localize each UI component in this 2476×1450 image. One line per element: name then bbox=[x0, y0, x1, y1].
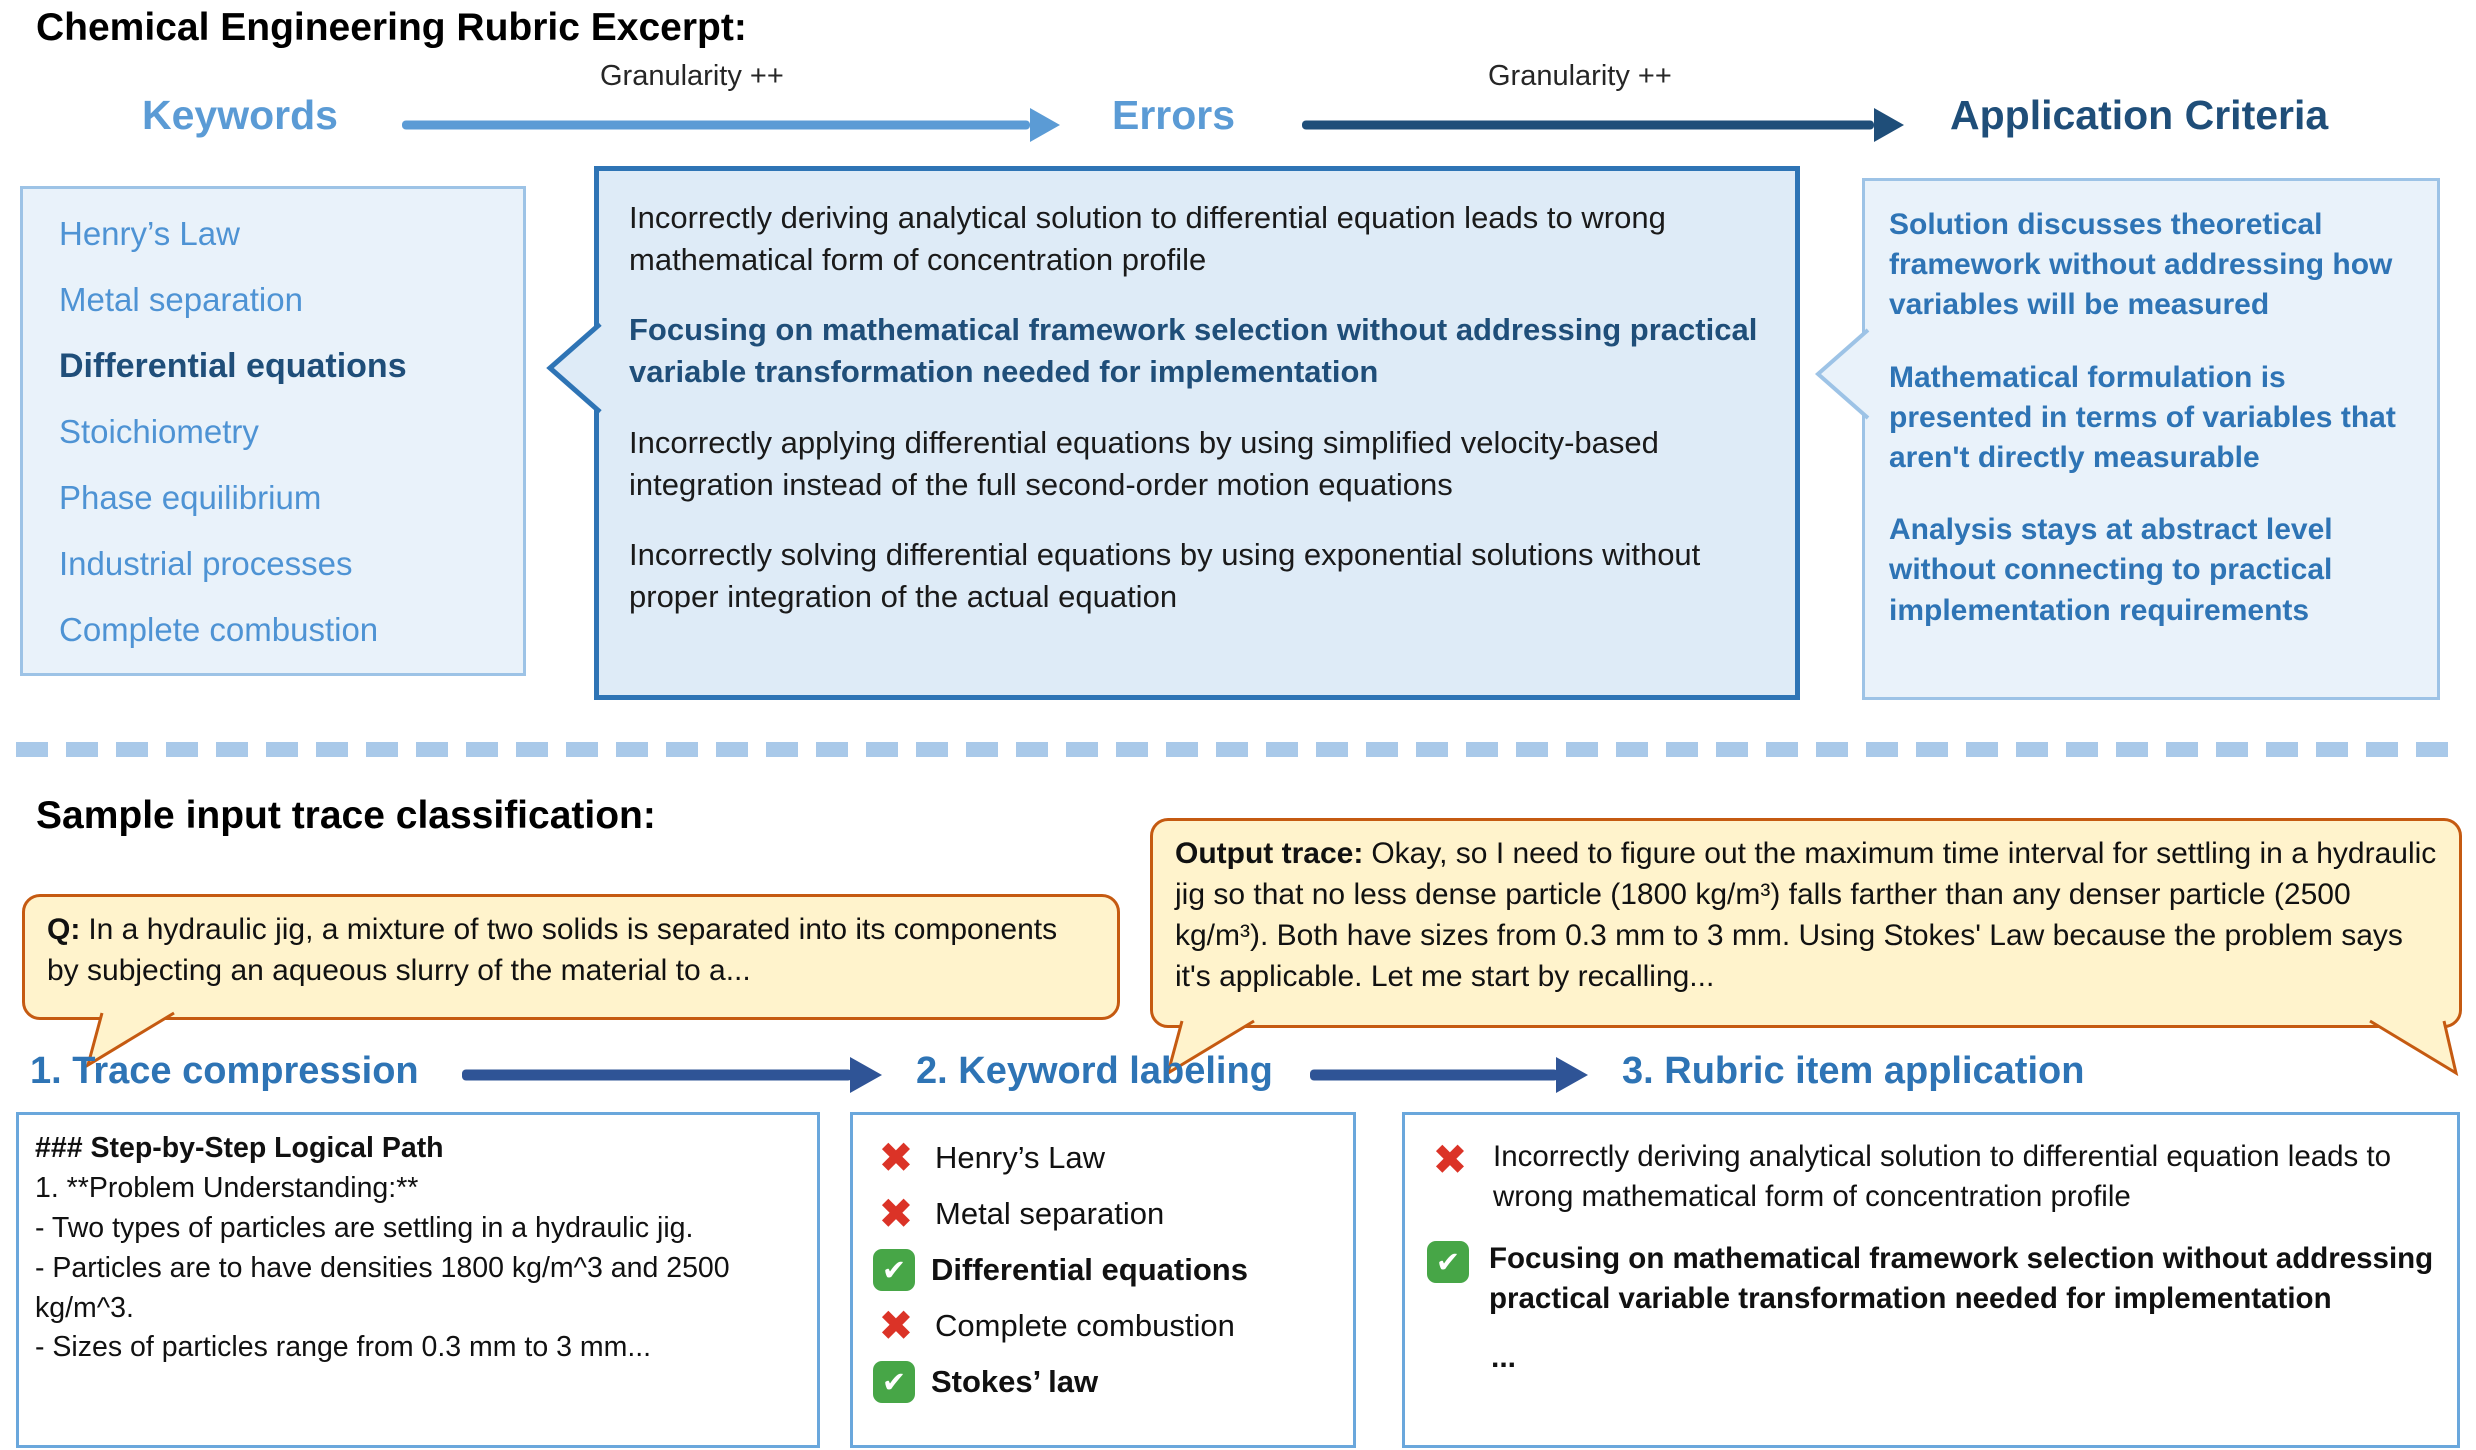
keyword-match-row bbox=[873, 1301, 1333, 1350]
application-criteria-panel bbox=[1862, 178, 2440, 700]
keyword-label: Henry’s Law bbox=[935, 1140, 1106, 1175]
error-item-highlighted: Focusing on mathematical framework selection without addressing practical variable transformation needed for implementation bbox=[629, 312, 1758, 390]
rubric-match-row bbox=[1427, 1239, 2435, 1319]
granularity-label-1: Granularity ++ bbox=[600, 60, 784, 92]
keyword-item-highlighted: Differential equations bbox=[59, 347, 407, 385]
arrow-head bbox=[1556, 1057, 1588, 1093]
cross-icon: ✖ bbox=[878, 1133, 914, 1182]
trace-line: - Particles are to have densities 1800 kg/m^3 and 2500 kg/m^3. bbox=[35, 1251, 730, 1324]
keywords-panel bbox=[20, 186, 526, 676]
check-icon: ✔ bbox=[873, 1249, 915, 1291]
output-trace-bubble bbox=[1150, 818, 2462, 1028]
trace-line: ### Step-by-Step Logical Path bbox=[35, 1132, 444, 1164]
question-label: Q: bbox=[47, 913, 81, 946]
granularity-arrow-2-icon bbox=[1302, 105, 1904, 145]
keyword-item: Stoichiometry bbox=[59, 413, 259, 450]
keywords-header: Keywords bbox=[142, 92, 338, 138]
arrow-shaft bbox=[1310, 1070, 1558, 1081]
arrow-head bbox=[850, 1057, 882, 1093]
rubric-match-row bbox=[1427, 1137, 2435, 1217]
criteria-callout-pointer-icon bbox=[1818, 330, 1868, 418]
step-arrow-2-icon bbox=[1310, 1054, 1588, 1096]
check-icon: ✔ bbox=[1427, 1241, 1469, 1283]
rubric-item-text: Focusing on mathematical framework selection without addressing practical variable transformation needed for implementation bbox=[1489, 1242, 2434, 1316]
cross-icon: ✖ bbox=[878, 1189, 914, 1238]
trace-line: 1. **Problem Understanding:** bbox=[35, 1171, 419, 1204]
keyword-label: Metal separation bbox=[935, 1196, 1165, 1231]
criteria-item: Solution discusses theoretical framework without addressing how variables will be measured bbox=[1889, 208, 2393, 322]
keyword-item: Phase equilibrium bbox=[59, 479, 322, 516]
output-bubble-tail-right-icon bbox=[2366, 1021, 2458, 1077]
step-header-keyword-labeling: 2. Keyword labeling bbox=[916, 1050, 1273, 1092]
dashed-divider bbox=[16, 742, 2460, 757]
classification-title: Sample input trace classification: bbox=[36, 794, 656, 837]
check-icon: ✔ bbox=[873, 1361, 915, 1403]
cross-icon: ✖ bbox=[878, 1301, 914, 1350]
error-item: Incorrectly applying differential equations by using simplified velocity-based integration instead of the full second-order motion equations bbox=[629, 424, 1659, 502]
errors-header: Errors bbox=[1112, 92, 1236, 138]
trace-line: - Sizes of particles range from 0.3 mm to 3 mm... bbox=[35, 1331, 652, 1364]
keyword-item: Henry’s Law bbox=[59, 215, 240, 252]
criteria-item: Analysis stays at abstract level without connecting to practical implementation requirements bbox=[1889, 513, 2333, 627]
rubric-title: Chemical Engineering Rubric Excerpt: bbox=[36, 6, 747, 49]
keyword-item: Industrial processes bbox=[59, 545, 353, 582]
keyword-item: Metal separation bbox=[59, 281, 303, 318]
keyword-label: Stokes’ law bbox=[931, 1364, 1099, 1399]
step-header-trace-compression: 1. Trace compression bbox=[30, 1050, 419, 1092]
keyword-match-row bbox=[873, 1249, 1333, 1291]
error-item: Incorrectly solving differential equations by using exponential solutions without proper integration of the actual equation bbox=[629, 536, 1701, 615]
keyword-labeling-panel bbox=[850, 1112, 1356, 1448]
arrow-shaft bbox=[402, 121, 1030, 130]
criteria-item: Mathematical formulation is presented in terms of variables that aren't directly measurable bbox=[1889, 360, 2396, 474]
granularity-arrow-1-icon bbox=[402, 105, 1060, 145]
arrow-head bbox=[1874, 108, 1904, 142]
granularity-label-2: Granularity ++ bbox=[1488, 60, 1672, 92]
rubric-application-panel bbox=[1402, 1112, 2460, 1448]
rubric-item-text: Incorrectly deriving analytical solution to differential equation leads to wrong mathematical form of concentration profile bbox=[1493, 1140, 2392, 1214]
keyword-item: Complete combustion bbox=[59, 611, 379, 648]
errors-callout-pointer-icon bbox=[550, 324, 600, 412]
cross-icon: ✖ bbox=[1432, 1135, 1468, 1184]
trace-compression-panel bbox=[16, 1112, 820, 1448]
arrow-head bbox=[1030, 108, 1060, 142]
keyword-label: Differential equations bbox=[931, 1252, 1248, 1287]
step-header-rubric-application: 3. Rubric item application bbox=[1622, 1050, 2085, 1092]
error-item: Incorrectly deriving analytical solution to differential equation leads to wrong mathematical form of concentration profile bbox=[629, 200, 1666, 278]
keyword-match-row bbox=[873, 1189, 1333, 1238]
trace-line: - Two types of particles are settling in a hydraulic jig. bbox=[35, 1211, 694, 1244]
question-bubble bbox=[22, 894, 1120, 1020]
arrow-shaft bbox=[1302, 121, 1874, 130]
question-text: In a hydraulic jig, a mixture of two solids is separated into its components by subjecting an aqueous slurry of the material to a... bbox=[47, 913, 1058, 988]
ellipsis-text: ... bbox=[1491, 1341, 1517, 1375]
keyword-match-row bbox=[873, 1133, 1333, 1182]
errors-panel bbox=[594, 166, 1800, 700]
step-arrow-1-icon bbox=[462, 1054, 882, 1096]
application-criteria-header: Application Criteria bbox=[1950, 92, 2329, 138]
output-trace-label: Output trace: bbox=[1175, 837, 1364, 870]
arrow-shaft bbox=[462, 1070, 852, 1081]
keyword-match-row bbox=[873, 1361, 1333, 1403]
output-trace-text: Okay, so I need to figure out the maximum time interval for settling in a hydraulic jig so that no less dense particle (1800 kg/m³) falls farther than any denser particle (2500 kg/m³). Both have sizes from 0.3 mm to 3 mm. Using Stokes' Law because the problem says it's applicable. Let me start by recalling... bbox=[1175, 837, 2437, 994]
keyword-label: Complete combustion bbox=[935, 1308, 1235, 1343]
